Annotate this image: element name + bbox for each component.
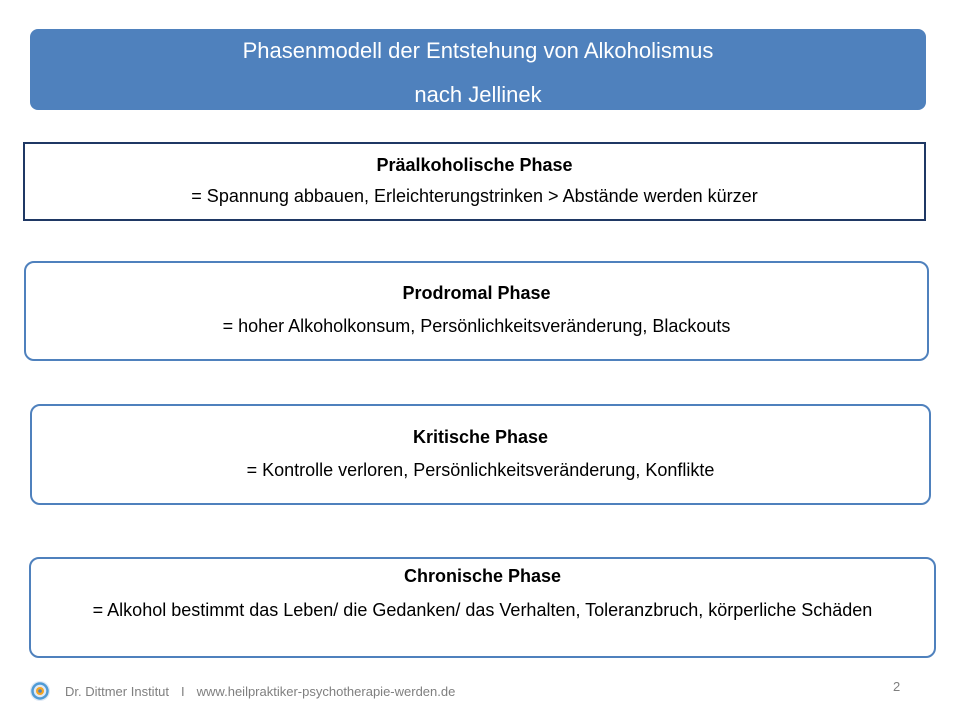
footer-website: www.heilpraktiker-psychotherapie-werden.de xyxy=(196,683,456,699)
footer-separator: I xyxy=(181,683,185,699)
phase-box-chronisch xyxy=(29,557,936,658)
phase-description: = hoher Alkoholkonsum, Persönlichkeitsveränderung, Blackouts xyxy=(222,316,731,336)
phase-heading: Präalkoholische Phase xyxy=(376,155,573,175)
phase-heading: Kritische Phase xyxy=(412,427,549,447)
phase-description: = Alkohol bestimmt das Leben/ die Gedanken/ das Verhalten, Toleranzbruch, körperliche Schäden xyxy=(92,600,873,620)
phase-heading: Prodromal Phase xyxy=(402,283,551,303)
slide-title-line-1: Phasenmodell der Entstehung von Alkoholismus xyxy=(242,38,714,63)
page-number: 2 xyxy=(893,679,901,694)
phase-box-praealkoholisch xyxy=(23,142,926,221)
institute-logo-icon xyxy=(29,680,51,702)
footer-institute-name: Dr. Dittmer Institut xyxy=(65,683,170,699)
phase-box-prodromal xyxy=(24,261,929,361)
phase-heading: Chronische Phase xyxy=(403,566,562,586)
slide-footer xyxy=(29,679,455,703)
phase-box-kritisch xyxy=(30,404,931,505)
phase-description: = Spannung abbauen, Erleichterungstrinken > Abstände werden kürzer xyxy=(191,186,758,206)
phase-description: = Kontrolle verloren, Persönlichkeitsveränderung, Konflikte xyxy=(246,460,715,480)
slide-title-line-2: nach Jellinek xyxy=(414,82,542,107)
slide-title xyxy=(30,29,926,110)
